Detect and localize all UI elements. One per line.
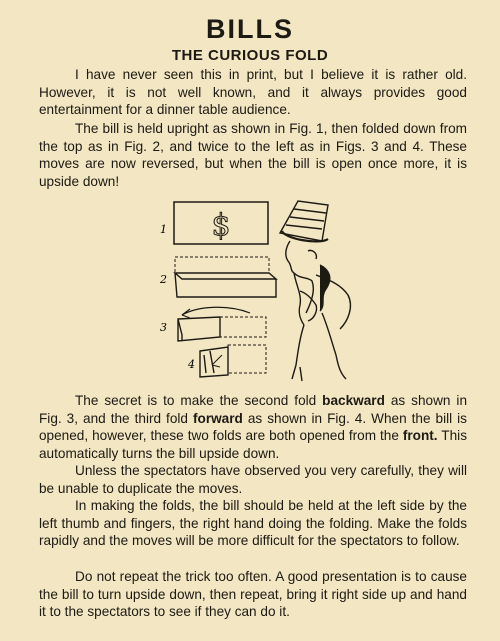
fig-3-label: 3 <box>160 321 167 334</box>
paragraph-spectators: Unless the spectators have observed you very carefully, they will be unable to duplicate the moves. <box>39 463 467 496</box>
fig-4-label: 4 <box>188 358 195 371</box>
fig-2-folded-bill <box>175 273 276 297</box>
fig-3-arrow <box>182 307 250 315</box>
paragraph-secret <box>39 392 467 462</box>
page-title: BILLS <box>206 14 294 44</box>
fig-3-folded-bill <box>178 317 220 341</box>
emphasis-backward: backward <box>322 393 385 408</box>
uncle-sam-illustration <box>280 201 350 381</box>
emphasis-forward: forward <box>192 410 243 426</box>
fig-4-fold-outline <box>228 345 266 373</box>
fig-1-label: 1 <box>160 223 167 236</box>
fig-2-fold-outline <box>175 257 269 273</box>
fold-illustration <box>150 195 360 385</box>
secret-text-1: The secret is to make the second fold <box>75 393 323 408</box>
paragraph-handling: In making the folds, the bill should be held at the left side by the left thumb and fingers, the right hand doing the folding. Make the folds rapidly and the moves will be more difficult for the spectators to follow. <box>39 498 467 548</box>
fig-4-hand-icon <box>212 355 222 367</box>
paragraph-method: The bill is held upright as shown in Fig. 1, then folded down from the top as in Fig. 2, and twice to the left as in Figs. 3 and 4. These moves are now reversed, but when the bill is open once more, it is upside down! <box>39 121 467 189</box>
dollar-sign-icon: $ <box>211 208 231 243</box>
section-subtitle: THE CURIOUS FOLD <box>171 47 329 64</box>
fig-3-fold-outline <box>220 317 266 337</box>
fig-4-folded-bill <box>200 347 228 377</box>
emphasis-front: front. <box>402 428 438 443</box>
paragraph-presentation: Do not repeat the trick too often. A good presentation is to cause the bill to turn upside down, then repeat, bring it right side up and hand it to the spectators to see if they can do it. <box>39 569 467 619</box>
secret-text-4: This automatically turns the bill upside down. <box>39 428 467 461</box>
secret-text-3: as shown in Fig. 4. When the bill is opened, however, these two folds are both opened from the <box>39 410 467 443</box>
secret-text-2: as shown in Fig. 3, and the third fold <box>39 393 468 426</box>
paragraph-intro: I have never seen this in print, but I believe it is rather old. However, it is not well known, and it always provides good entertainment for a dinner table audience. <box>39 67 467 117</box>
fig-2-label: 2 <box>160 273 167 286</box>
